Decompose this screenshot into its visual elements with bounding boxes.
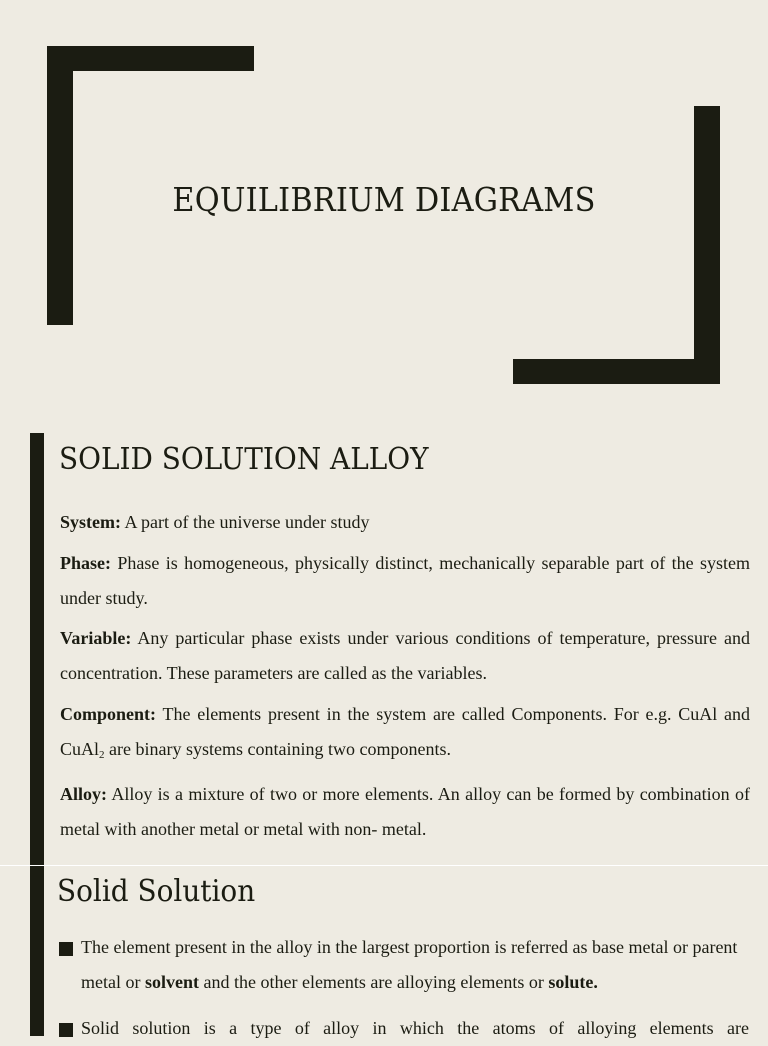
definition-text: The elements present in the system are called Components. For e.g. CuAl and CuAl: [60, 704, 750, 759]
bullet-bold-term: solvent: [144, 972, 199, 992]
definition-term: Phase:: [60, 553, 111, 573]
frame-top-left-horizontal: [47, 46, 254, 71]
definition-alloy: [60, 777, 750, 847]
square-bullet-icon: [59, 942, 73, 956]
slide-heading: SOLID SOLUTION ALLOY: [59, 442, 429, 477]
slide-divider: [0, 865, 768, 866]
definition-component: [60, 697, 750, 767]
frame-bottom-right-vertical: [694, 106, 720, 384]
bullet-text-part: The element present in the alloy in the largest proportion is referred as base metal or parent metal or: [81, 937, 738, 992]
definition-text: Alloy is a mixture of two or more elements. An alloy can be formed by combination of metal with another metal or metal with non- metal.: [60, 784, 750, 839]
definition-term: Alloy:: [60, 784, 107, 804]
definition-term: Variable:: [60, 628, 132, 648]
definition-term: System:: [60, 512, 121, 532]
subscript: 2: [99, 749, 105, 761]
bullet-item: [59, 930, 749, 1000]
definition-text: A part of the universe under study: [121, 512, 370, 532]
definition-text: Any particular phase exists under various conditions of temperature, pressure and concentration. These parameters are called as the variables.: [60, 628, 750, 683]
definition-text-after: are binary systems containing two components.: [104, 739, 451, 759]
definition-variable: [60, 621, 750, 691]
definition-phase: [60, 546, 750, 616]
bullet-item: [59, 1011, 749, 1046]
bullet-bold-term: solute.: [548, 972, 598, 992]
bullet-text: [81, 930, 749, 1000]
slide-heading: Solid Solution: [57, 874, 256, 909]
square-bullet-icon: [59, 1023, 73, 1037]
bullet-text-part: and the other elements are alloying elements or: [198, 972, 549, 992]
slide-title: EQUILIBRIUM DIAGRAMS: [172, 180, 596, 219]
definition-text: Phase is homogeneous, physically distinct, mechanically separable part of the system under study.: [60, 553, 750, 608]
bullet-text: [81, 1011, 749, 1046]
bullet-text-part: Solid solution is a type of alloy in which the atoms of alloying elements are: [81, 1018, 749, 1038]
definition-term: Component:: [60, 704, 157, 724]
frame-bottom-right-horizontal: [513, 359, 720, 384]
slide-accent-bar: [30, 866, 44, 1036]
definition-system: [60, 505, 750, 540]
slide-accent-bar: [30, 433, 44, 865]
